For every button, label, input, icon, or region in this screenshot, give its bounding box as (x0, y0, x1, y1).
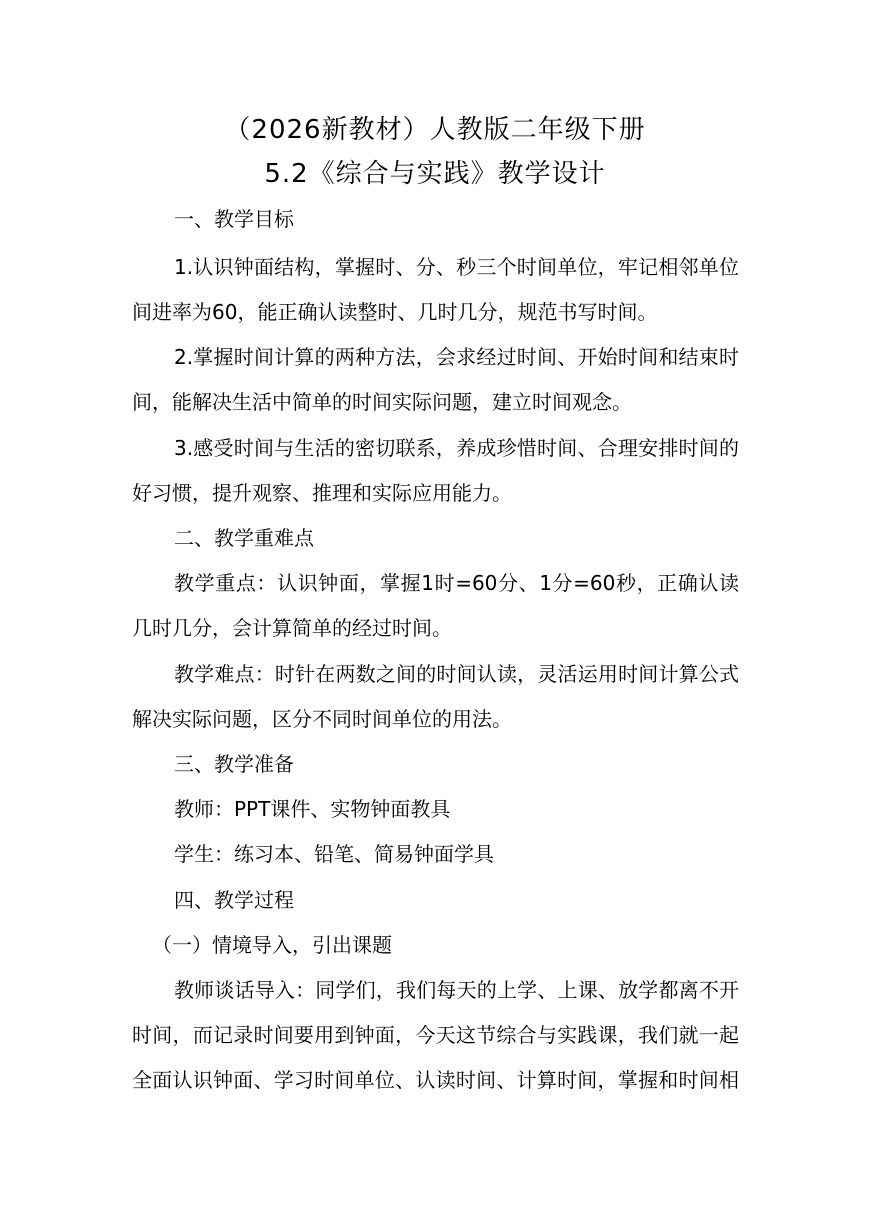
section-heading-preparation: 三、教学准备 (174, 752, 294, 776)
intro-line-1: 教师谈话导入：同学们，我们每天的上学、上课、放学都离不开 (174, 978, 739, 1002)
intro-line-2: 时间，而记录时间要用到钟面，今天这节综合与实践课，我们就一起 (132, 1023, 739, 1047)
prep-student: 学生：练习本、铅笔、简易钟面学具 (174, 842, 494, 866)
goal-1-line-1: 1.认识钟面结构，掌握时、分、秒三个时间单位，牢记相邻单位 (174, 255, 739, 279)
prep-teacher: 教师：PPT课件、实物钟面教具 (174, 797, 451, 821)
intro-line-3: 全面认识钟面、学习时间单位、认读时间、计算时间，掌握和时间相 (132, 1068, 739, 1092)
key-point-line-2: 几时几分，会计算简单的经过时间。 (132, 616, 452, 640)
key-point-line-1: 教学重点：认识钟面，掌握1时=60分、1分=60秒，正确认读 (174, 571, 739, 595)
document-title-line-1: （2026新教材）人教版二年级下册 (224, 115, 646, 145)
goal-1-line-2: 间进率为60，能正确认读整时、几时几分，规范书写时间。 (132, 300, 658, 324)
goal-3-line-1: 3.感受时间与生活的密切联系，养成珍惜时间、合理安排时间的 (174, 436, 739, 460)
goal-2-line-2: 间，能解决生活中简单的时间实际问题，建立时间观念。 (132, 390, 632, 414)
subsection-heading-intro: （一）情境导入，引出课题 (152, 933, 392, 957)
section-heading-key-difficult-points: 二、教学重难点 (174, 526, 314, 550)
difficult-point-line-2: 解决实际问题，区分不同时间单位的用法。 (132, 707, 512, 731)
document-title-line-2: 5.2《综合与实践》教学设计 (264, 159, 606, 189)
section-heading-teaching-goals: 一、教学目标 (174, 207, 294, 231)
difficult-point-line-1: 教学难点：时针在两数之间的时间认读，灵活运用时间计算公式 (174, 662, 739, 686)
section-heading-process: 四、教学过程 (174, 888, 294, 912)
goal-2-line-1: 2.掌握时间计算的两种方法，会求经过时间、开始时间和结束时 (174, 345, 739, 369)
goal-3-line-2: 好习惯，提升观察、推理和实际应用能力。 (132, 481, 512, 505)
